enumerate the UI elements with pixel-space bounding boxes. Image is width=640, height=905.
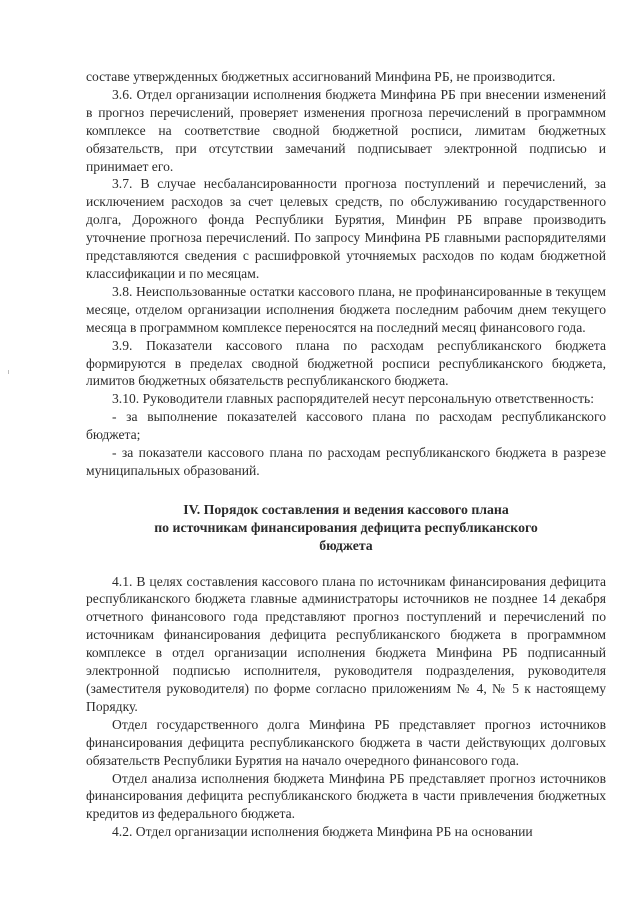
paragraph-continuation: составе утвержденных бюджетных ассигнований Минфина РБ, не производится. [86,69,556,84]
list-item-2: - за показатели кассового плана по расходам республиканского бюджета в разрезе муниципальных образований. [86,445,606,478]
section-heading-line-1: IV. Порядок составления и ведения кассового плана [183,501,509,517]
paragraph-state-debt-department: Отдел государственного долга Минфина РБ представляет прогноз источников финансирования дефицита республиканского бюджета в части действующих долговых обязательств Республики Бурятия на начало очередного финансового года. [86,716,606,768]
paragraph-3-9: 3.9. Показатели кассового плана по расходам республиканского бюджета формируются в пределах сводной бюджетной росписи республиканского бюджета, лимитов бюджетных обязательств республиканского бюджета. [86,337,606,389]
scan-margin-mark [8,370,9,374]
paragraph-budget-analysis-department: Отдел анализа исполнения бюджета Минфина РБ представляет прогноз источников финансирования дефицита республиканского бюджета в части привлечения бюджетных кредитов из федерального бюджета. [86,770,606,822]
paragraph-4-1: 4.1. В целях составления кассового плана по источникам финансирования дефицита республиканского бюджета главные администраторы источников не позднее 14 декабря отчетного финансового года представляют прогноз поступлений и перечислений по источникам финансирования дефицита республиканского бюджета в программном комплексе в отдел организации исполнения бюджета Минфина РБ подписанный электронной подписью исполнителя, руководителя подразделения, руководителя (заместителя руководителя) по форме согласно приложениям № 4, № 5 к настоящему Порядку. [86,573,606,714]
paragraph-3-10: 3.10. Руководители главных распорядителей несут персональную ответственность: [112,391,594,407]
section-heading-line-3: бюджета [319,537,373,553]
section-heading [86,501,606,555]
paragraph-3-7: 3.7. В случае несбалансированности прогноза поступлений и перечислений, за исключением расходов за счет целевых средств, по обслуживанию государственного долга, Дорожного фонда Республики Бурятия, Минфин РБ вправе производить уточнение прогноза перечислений. По запросу Минфина РБ главными распорядителями представляются сведения с расшифровкой уточняемых расходов по кодам бюджетной классификации и по месяцам. [86,176,606,281]
section-heading-line-2: по источникам финансирования дефицита республиканского [154,519,538,535]
document-page [86,68,606,841]
paragraph-3-8: 3.8. Неиспользованные остатки кассового плана, не профинансированные в текущем месяце, отделом организации исполнения бюджета последним рабочим днем текущего месяца в программном комплексе переносятся на последний месяц финансового года. [86,283,606,335]
paragraph-4-2: 4.2. Отдел организации исполнения бюджета Минфина РБ на основании [112,824,533,840]
paragraph-3-6: 3.6. Отдел организации исполнения бюджета Минфина РБ при внесении изменений в прогноз перечислений, проверяет изменения прогноза перечислений в программном комплексе на соответствие сводной бюджетной росписи, лимитам бюджетных обязательств, при отсутствии замечаний подписывает электронной подписью и принимает его. [86,86,606,174]
list-item-1: - за выполнение показателей кассового плана по расходам республиканского бюджета; [86,409,606,443]
